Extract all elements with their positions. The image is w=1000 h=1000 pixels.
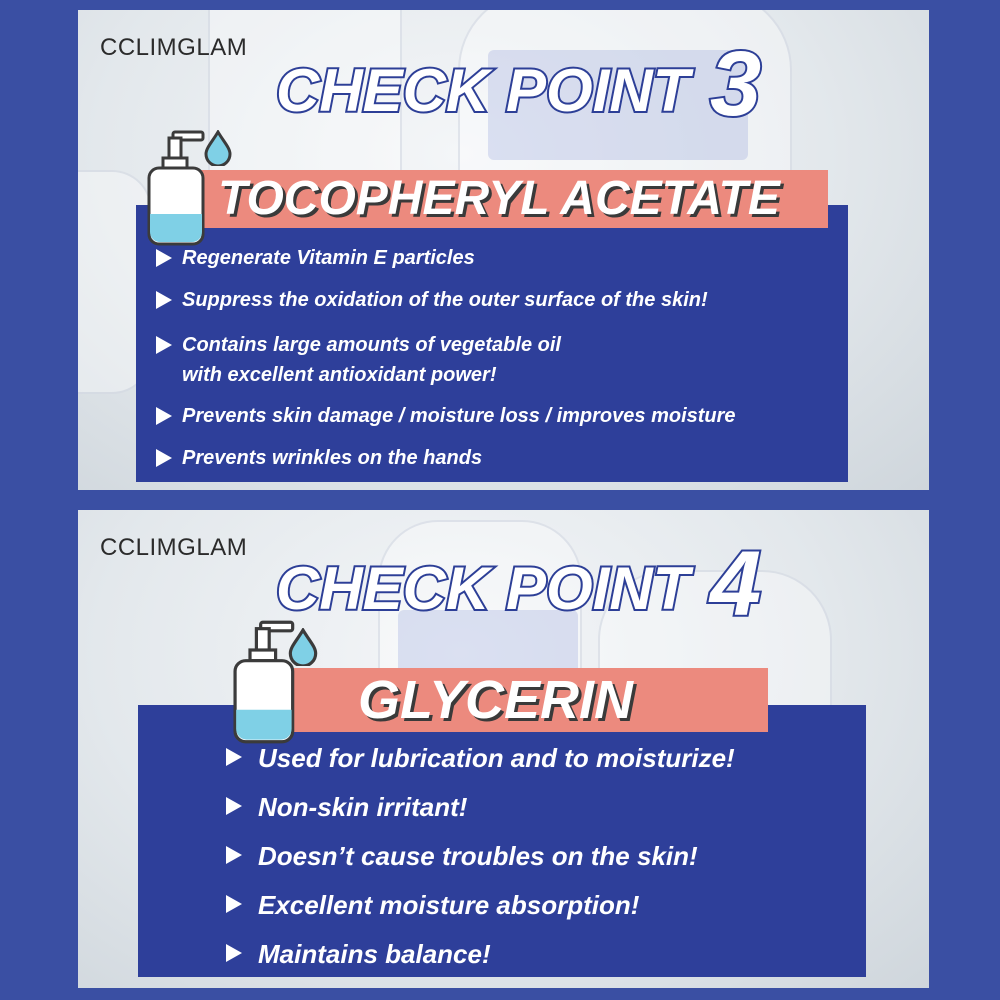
checkpoint-number: 4	[710, 533, 762, 635]
bullet-triangle-icon	[156, 449, 172, 467]
list-item: Regenerate Vitamin E particles	[156, 246, 846, 288]
water-drop-icon	[288, 628, 318, 666]
list-item: Non-skin irritant!	[226, 792, 856, 841]
list-item: Excellent moisture absorption!	[226, 890, 856, 939]
checkpoint-panel-3	[78, 10, 929, 490]
pump-bottle-icon	[143, 128, 213, 248]
ingredient-name: GLYCERIN	[358, 670, 634, 730]
benefit-list	[156, 246, 846, 488]
bullet-triangle-icon	[156, 336, 172, 354]
checkpoint-panel-4	[78, 510, 929, 988]
water-drop-icon	[204, 130, 232, 166]
ingredient-name: TOCOPHERYL ACETATE	[218, 172, 780, 225]
list-item: Used for lubrication and to moisturize!	[226, 743, 856, 792]
bullet-triangle-icon	[226, 895, 242, 913]
bullet-triangle-icon	[226, 944, 242, 962]
brand-logo: CCLIMGLAM	[100, 34, 248, 61]
checkpoint-number: 3	[710, 33, 762, 135]
checkpoint-title: CHECK POINT	[276, 57, 690, 124]
list-item: Maintains balance!	[226, 939, 856, 988]
brand-logo: CCLIMGLAM	[100, 534, 248, 561]
list-item: Suppress the oxidation of the outer surface of the skin!	[156, 288, 846, 330]
bullet-triangle-icon	[226, 846, 242, 864]
bullet-triangle-icon	[226, 797, 242, 815]
list-item: Prevents skin damage / moisture loss / improves moisture	[156, 404, 846, 446]
bullet-triangle-icon	[156, 407, 172, 425]
bullet-triangle-icon	[156, 291, 172, 309]
list-item: Doesn’t cause troubles on the skin!	[226, 841, 856, 890]
benefit-list	[226, 743, 856, 988]
list-item: Prevents wrinkles on the hands	[156, 446, 846, 488]
checkpoint-title: CHECK POINT	[276, 555, 690, 622]
bullet-triangle-icon	[226, 748, 242, 766]
list-item: Contains large amounts of vegetable oil with excellent antioxidant power!	[156, 330, 846, 404]
bullet-triangle-icon	[156, 249, 172, 267]
